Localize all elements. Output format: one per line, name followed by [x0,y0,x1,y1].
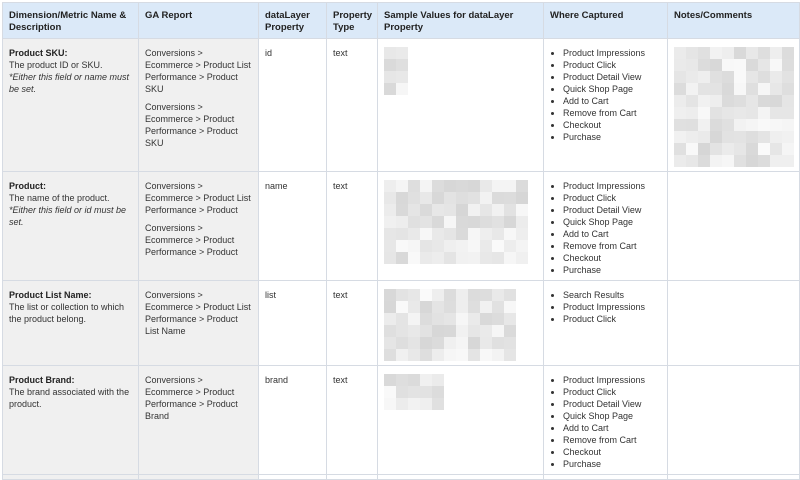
sample-values-cell [378,475,544,480]
where-captured-item: • Product Impressions [563,301,661,313]
where-captured-cell [544,281,668,366]
where-captured-list [550,47,661,143]
header-dimension: Dimension/Metric Name & Description [3,3,139,39]
where-captured-cell [544,39,668,172]
notes-cell [668,172,800,281]
ga-report-cell [139,281,259,366]
property-type-cell: text [327,281,378,366]
ga-report-path: Conversions > Ecommerce > Product List Performance > Product SKU [145,48,251,94]
dimension-note: *Either this field or name must be set. [9,72,130,94]
where-captured-item: • Product Click [563,313,661,325]
sample-values-cell [378,39,544,172]
dimension-description: The list or collection to which the product belong. [9,302,125,324]
header-where-captured: Where Captured [544,3,668,39]
ga-report-path: Conversions > Ecommerce > Product List Performance > Product [145,181,251,215]
header-property-type: Property Type [327,3,378,39]
property-type-cell [327,475,378,480]
property-type-cell: text [327,172,378,281]
ga-report-path: Conversions > Ecommerce > Product Performance > Product [145,223,238,257]
sample-values-cell [378,281,544,366]
where-captured-item: • Quick Shop Page [563,83,661,95]
sample-values-cell [378,172,544,281]
where-captured-item: • Product Detail View [563,398,661,410]
dimension-cell [3,281,139,366]
where-captured-item: • Search Results [563,289,661,301]
where-captured-item: • Checkout [563,446,661,458]
dimension-cell [3,39,139,172]
where-captured-item: • Add to Cart [563,228,661,240]
where-captured-item: • Product Detail View [563,204,661,216]
datalayer-property-cell [259,475,327,480]
property-type-cell: text [327,39,378,172]
redacted-sample-values [384,289,516,361]
notes-cell [668,475,800,480]
ga-report-cell [139,39,259,172]
notes-cell [668,366,800,475]
datalayer-property-cell: id [259,39,327,172]
where-captured-cell [544,172,668,281]
where-captured-item: • Product Impressions [563,47,661,59]
redacted-sample-values [384,47,408,95]
where-captured-item: • Product Click [563,59,661,71]
header-row [3,3,800,39]
ga-report-cell [139,366,259,475]
table-row [3,366,800,475]
notes-cell [668,281,800,366]
redacted-notes [674,47,794,167]
dimension-title: Product: [9,181,46,191]
where-captured-item: • Quick Shop Page [563,410,661,422]
where-captured-cell [544,475,668,480]
where-captured-list [550,180,661,276]
header-notes: Notes/Comments [668,3,800,39]
where-captured-item: • Purchase [563,264,661,276]
where-captured-cell [544,366,668,475]
ga-report-cell [139,172,259,281]
dimension-cell [3,366,139,475]
where-captured-item: • Remove from Cart [563,434,661,446]
where-captured-item: • Product Click [563,386,661,398]
table-row [3,281,800,366]
tracking-spec-table [2,2,800,480]
where-captured-item: • Add to Cart [563,95,661,107]
where-captured-item: • Product Impressions [563,180,661,192]
ga-report-cell [139,475,259,480]
dimension-description: The product ID or SKU. [9,60,103,70]
ga-report-path: Conversions > Ecommerce > Product Performance > Product SKU [145,102,238,148]
redacted-sample-values [384,374,444,410]
where-captured-item: • Remove from Cart [563,107,661,119]
where-captured-item: • Product Detail View [563,71,661,83]
dimension-description: The name of the product. [9,193,110,203]
where-captured-item: • Product Impressions [563,374,661,386]
table-row [3,39,800,172]
where-captured-item: • Product Click [563,192,661,204]
table-row [3,172,800,281]
table-row [3,475,800,480]
header-sample-values: Sample Values for dataLayer Property [378,3,544,39]
dimension-description: The brand associated with the product. [9,387,130,409]
dimension-title: Product List Name: [9,290,92,300]
dimension-title: Product Brand: [9,375,75,385]
ga-report-path: Conversions > Ecommerce > Product Performance > Product Brand [145,375,238,421]
notes-cell [668,39,800,172]
where-captured-item: • Purchase [563,458,661,470]
datalayer-property-cell: list [259,281,327,366]
header-ga-report: GA Report [139,3,259,39]
header-datalayer-property: dataLayer Property [259,3,327,39]
where-captured-list [550,374,661,470]
ga-report-path: Conversions > Ecommerce > Product List Performance > Product List Name [145,290,251,336]
where-captured-item: • Checkout [563,252,661,264]
where-captured-item: • Remove from Cart [563,240,661,252]
sample-values-cell [378,366,544,475]
datalayer-property-cell: brand [259,366,327,475]
where-captured-item: • Add to Cart [563,422,661,434]
datalayer-property-cell: name [259,172,327,281]
dimension-note: *Either this field or id must be set. [9,205,127,227]
where-captured-item: • Purchase [563,131,661,143]
where-captured-item: • Checkout [563,119,661,131]
dimension-cell [3,475,139,480]
property-type-cell: text [327,366,378,475]
where-captured-item: • Quick Shop Page [563,216,661,228]
redacted-sample-values [384,180,528,264]
where-captured-list [550,289,661,325]
dimension-title: Product SKU: [9,48,68,58]
dimension-cell [3,172,139,281]
